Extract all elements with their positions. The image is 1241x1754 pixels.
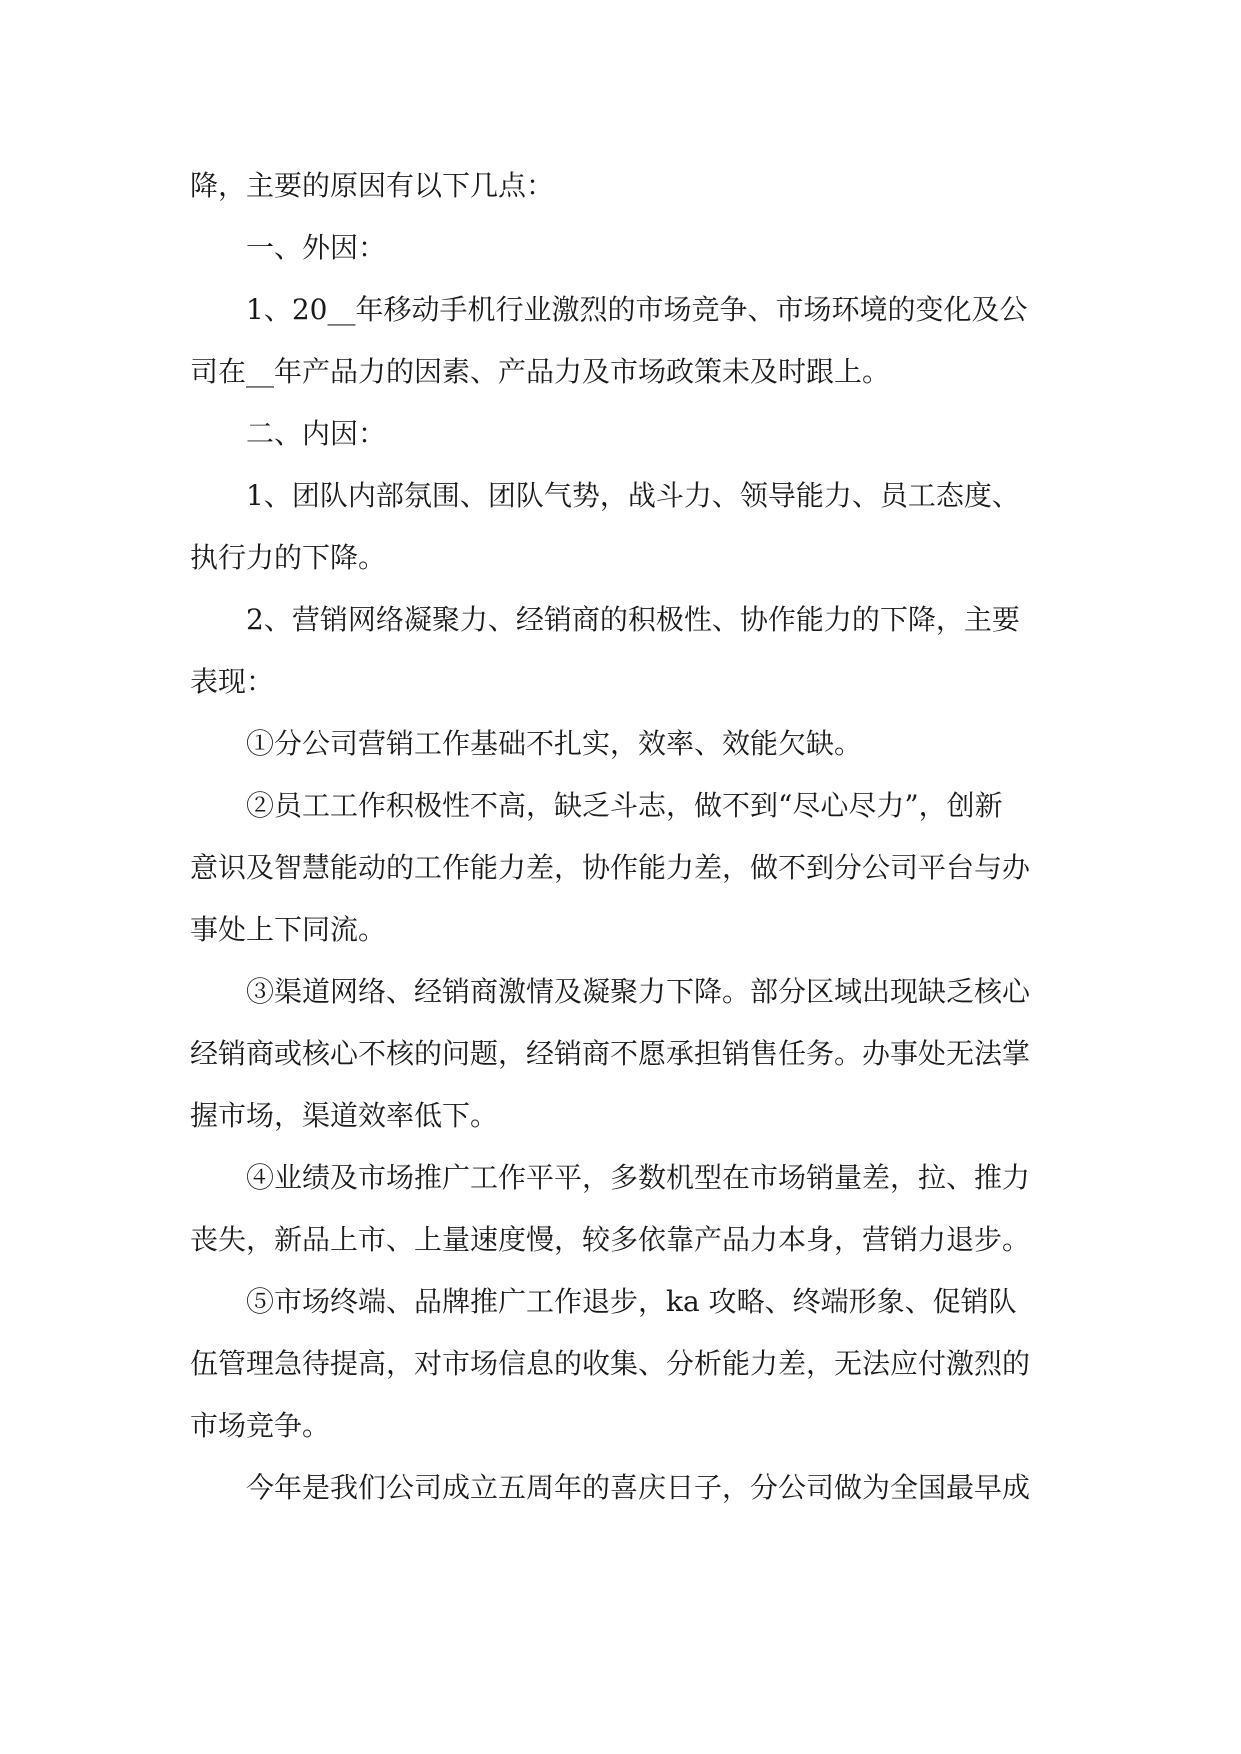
paragraph-line: 意识及智慧能动的工作能力差，协作能力差，做不到分公司平台与办 bbox=[190, 851, 1031, 884]
document-body bbox=[190, 155, 1068, 1519]
paragraph-line: 丧失，新品上市、上量速度慢，较多依靠产品力本身，营销力退步。 bbox=[190, 1223, 1031, 1256]
paragraph-line: 执行力的下降。 bbox=[190, 541, 387, 574]
list-item-3: ③渠道网络、经销商激情及凝聚力下降。部分区域出现缺乏核心 bbox=[246, 975, 1031, 1008]
paragraph-line: 表现： bbox=[190, 665, 275, 698]
paragraph-line: 伍管理急待提高，对市场信息的收集、分析能力差，无法应付激烈的 bbox=[190, 1347, 1031, 1380]
paragraph-line: 经销商或核心不核的问题，经销商不愿承担销售任务。办事处无法掌 bbox=[190, 1037, 1031, 1070]
list-item-5: ⑤市场终端、品牌推广工作退步，ka 攻略、终端形象、促销队 bbox=[246, 1285, 1017, 1318]
paragraph-line: 市场竞争。 bbox=[190, 1409, 331, 1442]
paragraph-line: 事处上下同流。 bbox=[190, 913, 387, 946]
list-item-2: ②员工工作积极性不高，缺乏斗志，做不到“尽心尽力”，创新 bbox=[246, 789, 1003, 822]
section-heading-external: 一、外因： bbox=[246, 231, 387, 264]
paragraph-line: 1、团队内部氛围、团队气势，战斗力、领导能力、员工态度、 bbox=[246, 479, 1020, 512]
section-heading-internal: 二、内因： bbox=[246, 417, 387, 450]
paragraph-line: 今年是我们公司成立五周年的喜庆日子，分公司做为全国最早成 bbox=[246, 1471, 1031, 1504]
paragraph-line: 降，主要的原因有以下几点： bbox=[190, 169, 555, 202]
paragraph-line: 2、营销网络凝聚力、经销商的积极性、协作能力的下降，主要 bbox=[246, 603, 1020, 636]
list-item-1: ①分公司营销工作基础不扎实，效率、效能欠缺。 bbox=[246, 727, 863, 760]
paragraph-line: 1、20__年移动手机行业激烈的市场竞争、市场环境的变化及公 bbox=[246, 293, 1028, 326]
list-item-4: ④业绩及市场推广工作平平，多数机型在市场销量差，拉、推力 bbox=[246, 1161, 1031, 1194]
paragraph-line: 握市场，渠道效率低下。 bbox=[190, 1099, 499, 1132]
paragraph-line: 司在__年产品力的因素、产品力及市场政策未及时跟上。 bbox=[190, 355, 891, 388]
